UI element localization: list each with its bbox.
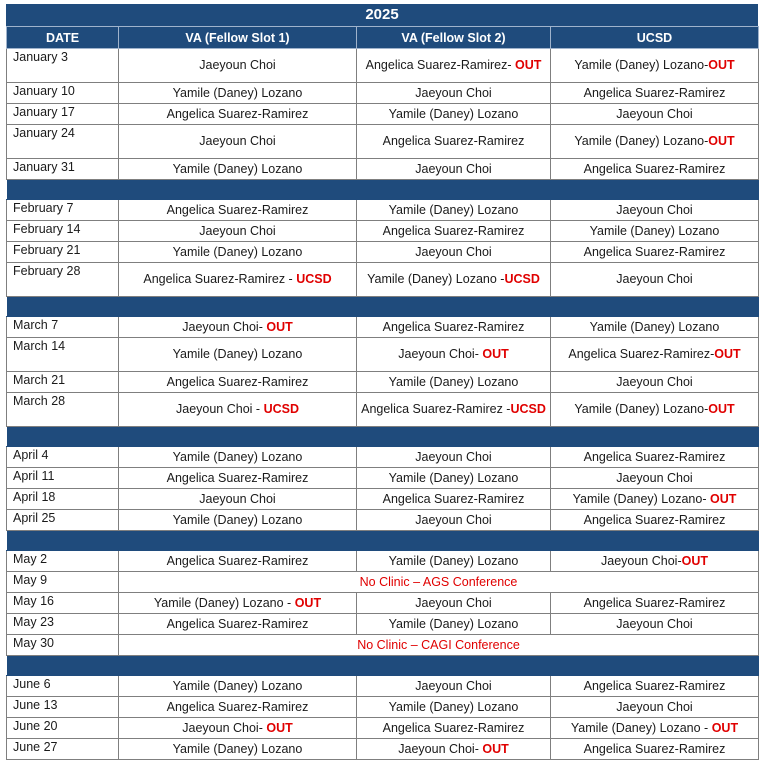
fellow-name: Angelica Suarez-Ramirez: [166, 202, 309, 217]
fellow-name: Jaeyoun Choi: [415, 244, 492, 259]
schedule-table: [6, 26, 759, 760]
fellow-name: Angelica Suarez-Ramirez: [382, 491, 525, 506]
table-row: [7, 317, 759, 338]
date-cell: March 28: [7, 393, 119, 427]
assignment-cell-va-slot-2: [357, 676, 551, 697]
assignment-cell-ucsd: [551, 393, 759, 427]
assignment-cell-va-slot-2: [357, 263, 551, 297]
date-cell: January 31: [7, 159, 119, 180]
assignment-cell-va-slot-2: [357, 489, 551, 510]
fellow-name: Jaeyoun Choi: [415, 512, 492, 527]
table-row: [7, 468, 759, 489]
fellow-name: Yamile (Daney) Lozano-: [574, 134, 709, 148]
fellow-name: Yamile (Daney) Lozano: [589, 319, 720, 334]
fellow-name: Yamile (Daney) Lozano: [172, 161, 303, 176]
fellow-name: Yamile (Daney) Lozano: [172, 449, 303, 464]
assignment-cell-va-slot-2: [357, 104, 551, 125]
status-flag: OUT: [294, 595, 322, 610]
fellow-name: Jaeyoun Choi: [415, 449, 492, 464]
table-row: [7, 697, 759, 718]
status-flag: OUT: [708, 134, 735, 148]
fellow-name: Jaeyoun Choi-: [398, 741, 483, 756]
fellow-name: Jaeyoun Choi-: [398, 347, 483, 361]
table-row: [7, 159, 759, 180]
separator-bar: [7, 180, 759, 200]
fellow-name: Yamile (Daney) Lozano -: [570, 720, 712, 735]
table-row: [7, 221, 759, 242]
month-separator: [7, 297, 759, 317]
date-cell: February 21: [7, 242, 119, 263]
fellow-name: Angelica Suarez-Ramirez: [583, 512, 726, 527]
assignment-cell-va-slot-1: [119, 718, 357, 739]
fellow-name: Angelica Suarez-Ramirez -: [143, 272, 297, 286]
assignment-cell-va-slot-1: [119, 551, 357, 572]
table-row: [7, 393, 759, 427]
table-row: [7, 447, 759, 468]
fellow-name: Jaeyoun Choi-: [182, 720, 267, 735]
assignment-cell-va-slot-1: [119, 393, 357, 427]
assignment-cell-va-slot-2: [357, 317, 551, 338]
assignment-cell-ucsd: [551, 317, 759, 338]
month-separator: [7, 656, 759, 676]
month-separator: [7, 531, 759, 551]
fellow-name: Yamile (Daney) Lozano: [388, 470, 519, 485]
fellow-name: Angelica Suarez-Ramirez: [382, 319, 525, 334]
fellow-name: Yamile (Daney) Lozano-: [574, 402, 709, 416]
date-cell: March 7: [7, 317, 119, 338]
fellow-name: Jaeyoun Choi: [415, 678, 492, 693]
fellow-name: Jaeyoun Choi: [415, 161, 492, 176]
fellow-name: Yamile (Daney) Lozano-: [574, 58, 709, 72]
assignment-cell-va-slot-1: [119, 593, 357, 614]
assignment-cell-va-slot-1: [119, 676, 357, 697]
date-cell: April 4: [7, 447, 119, 468]
assignment-cell-va-slot-2: [357, 468, 551, 489]
fellow-name: Angelica Suarez-Ramirez: [382, 134, 525, 148]
status-flag: OUT: [708, 58, 735, 72]
assignment-cell-va-slot-2: [357, 718, 551, 739]
month-separator: [7, 427, 759, 447]
table-row: [7, 200, 759, 221]
fellow-name: Angelica Suarez-Ramirez: [583, 678, 726, 693]
assignment-cell-ucsd: [551, 221, 759, 242]
date-cell: February 14: [7, 221, 119, 242]
date-cell: March 14: [7, 338, 119, 372]
assignment-cell-va-slot-1: [119, 49, 357, 83]
assignment-cell-va-slot-1: [119, 242, 357, 263]
assignment-cell-ucsd: [551, 263, 759, 297]
fellow-name: Jaeyoun Choi: [616, 616, 693, 631]
date-cell: May 30: [7, 635, 119, 656]
table-row: [7, 510, 759, 531]
assignment-cell-ucsd: [551, 49, 759, 83]
fellow-name: Yamile (Daney) Lozano -: [367, 272, 505, 286]
fellow-name: Angelica Suarez-Ramirez: [166, 106, 309, 121]
fellow-name: Yamile (Daney) Lozano: [172, 347, 303, 361]
status-flag: OUT: [708, 402, 735, 416]
status-flag: UCSD: [263, 402, 299, 416]
fellow-name: Angelica Suarez-Ramirez: [166, 553, 309, 568]
fellow-name: Yamile (Daney) Lozano: [172, 244, 303, 259]
date-cell: April 18: [7, 489, 119, 510]
fellow-name: Jaeyoun Choi: [199, 58, 276, 72]
assignment-cell-ucsd: [551, 83, 759, 104]
schedule-body: [7, 49, 759, 760]
fellow-name: Yamile (Daney) Lozano: [172, 512, 303, 527]
fellow-name: Yamile (Daney) Lozano-: [572, 491, 710, 506]
fellow-name: Angelica Suarez-Ramirez: [382, 720, 525, 735]
date-cell: January 24: [7, 125, 119, 159]
assignment-cell-ucsd: [551, 489, 759, 510]
fellow-name: Jaeyoun Choi: [415, 85, 492, 100]
assignment-cell-ucsd: [551, 159, 759, 180]
assignment-cell-va-slot-1: [119, 83, 357, 104]
table-row: [7, 635, 759, 656]
assignment-cell-ucsd: [551, 676, 759, 697]
assignment-cell-ucsd: [551, 372, 759, 393]
assignment-cell-va-slot-1: [119, 263, 357, 297]
assignment-cell-va-slot-1: [119, 447, 357, 468]
date-cell: January 3: [7, 49, 119, 83]
date-cell: June 13: [7, 697, 119, 718]
fellow-name: Jaeyoun Choi: [616, 699, 693, 714]
col-header-date: DATE: [7, 27, 119, 49]
assignment-cell-va-slot-2: [357, 447, 551, 468]
assignment-cell-ucsd: [551, 447, 759, 468]
assignment-cell-va-slot-1: [119, 510, 357, 531]
assignment-cell-va-slot-1: [119, 739, 357, 760]
date-cell: June 6: [7, 676, 119, 697]
fellow-name: Angelica Suarez-Ramirez -: [361, 402, 511, 416]
assignment-cell-ucsd: [551, 718, 759, 739]
status-flag: UCSD: [504, 272, 540, 286]
assignment-cell-va-slot-2: [357, 593, 551, 614]
status-flag: OUT: [266, 319, 293, 334]
assignment-cell-va-slot-2: [357, 125, 551, 159]
assignment-cell-va-slot-2: [357, 614, 551, 635]
assignment-cell-ucsd: [551, 551, 759, 572]
separator-bar: [7, 297, 759, 317]
fellow-name: Jaeyoun Choi -: [176, 402, 264, 416]
separator-bar: [7, 427, 759, 447]
status-flag: OUT: [681, 553, 708, 568]
date-cell: January 10: [7, 83, 119, 104]
table-row: [7, 489, 759, 510]
table-row: [7, 263, 759, 297]
separator-bar: [7, 656, 759, 676]
table-row: [7, 572, 759, 593]
assignment-cell-va-slot-2: [357, 221, 551, 242]
assignment-cell-ucsd: [551, 510, 759, 531]
assignment-cell-va-slot-1: [119, 697, 357, 718]
table-row: [7, 125, 759, 159]
fellow-name: Angelica Suarez-Ramirez: [583, 161, 726, 176]
fellow-name: Angelica Suarez-Ramirez-: [568, 347, 715, 361]
table-row: [7, 338, 759, 372]
date-cell: June 20: [7, 718, 119, 739]
assignment-cell-va-slot-2: [357, 393, 551, 427]
assignment-cell-va-slot-2: [357, 551, 551, 572]
table-row: [7, 242, 759, 263]
status-flag: OUT: [482, 347, 509, 361]
assignment-cell-va-slot-2: [357, 338, 551, 372]
assignment-cell-ucsd: [551, 104, 759, 125]
assignment-cell-va-slot-1: [119, 317, 357, 338]
col-header-ucsd: UCSD: [551, 27, 759, 49]
date-cell: May 9: [7, 572, 119, 593]
schedule-sheet: [6, 4, 758, 760]
assignment-cell-ucsd: [551, 697, 759, 718]
year-title: 2025: [6, 4, 758, 26]
table-row: [7, 551, 759, 572]
assignment-cell-ucsd: [551, 593, 759, 614]
table-row: [7, 83, 759, 104]
assignment-cell-va-slot-2: [357, 242, 551, 263]
date-cell: March 21: [7, 372, 119, 393]
status-flag: UCSD: [296, 272, 332, 286]
assignment-cell-ucsd: [551, 614, 759, 635]
assignment-cell-va-slot-2: [357, 739, 551, 760]
fellow-name: Yamile (Daney) Lozano -: [153, 595, 295, 610]
fellow-name: Jaeyoun Choi: [199, 223, 276, 238]
table-row: [7, 593, 759, 614]
assignment-cell-va-slot-1: [119, 159, 357, 180]
assignment-cell-va-slot-2: [357, 200, 551, 221]
status-flag: OUT: [482, 741, 509, 756]
assignment-cell-va-slot-1: [119, 614, 357, 635]
date-cell: May 16: [7, 593, 119, 614]
table-row: [7, 614, 759, 635]
fellow-name: Angelica Suarez-Ramirez: [382, 223, 525, 238]
separator-bar: [7, 531, 759, 551]
fellow-name: Yamile (Daney) Lozano: [388, 699, 519, 714]
fellow-name: Angelica Suarez-Ramirez: [166, 699, 309, 714]
fellow-name: Yamile (Daney) Lozano: [388, 106, 519, 121]
date-cell: February 7: [7, 200, 119, 221]
table-row: [7, 49, 759, 83]
assignment-cell-ucsd: [551, 200, 759, 221]
status-flag: OUT: [514, 58, 542, 72]
assignment-cell-va-slot-1: [119, 372, 357, 393]
fellow-name: Yamile (Daney) Lozano: [589, 223, 720, 238]
fellow-name: Angelica Suarez-Ramirez: [166, 616, 309, 631]
col-header-va-slot-2: VA (Fellow Slot 2): [357, 27, 551, 49]
fellow-name: Angelica Suarez-Ramirez: [583, 595, 726, 610]
date-cell: June 27: [7, 739, 119, 760]
status-flag: OUT: [711, 720, 739, 735]
status-flag: UCSD: [510, 402, 546, 416]
assignment-cell-va-slot-1: [119, 104, 357, 125]
fellow-name: Yamile (Daney) Lozano: [388, 553, 519, 568]
fellow-name: Yamile (Daney) Lozano: [172, 678, 303, 693]
table-row: [7, 718, 759, 739]
fellow-name: Angelica Suarez-Ramirez: [583, 85, 726, 100]
date-cell: May 23: [7, 614, 119, 635]
assignment-cell-va-slot-2: [357, 159, 551, 180]
status-flag: OUT: [266, 720, 293, 735]
assignment-cell-ucsd: [551, 242, 759, 263]
fellow-name: Jaeyoun Choi: [616, 202, 693, 217]
month-separator: [7, 180, 759, 200]
fellow-name: Jaeyoun Choi: [616, 272, 693, 286]
fellow-name: Jaeyoun Choi: [199, 134, 276, 148]
assignment-cell-va-slot-2: [357, 49, 551, 83]
assignment-cell-va-slot-2: [357, 697, 551, 718]
fellow-name: Angelica Suarez-Ramirez: [583, 244, 726, 259]
fellow-name: Yamile (Daney) Lozano: [388, 202, 519, 217]
assignment-cell-va-slot-1: [119, 200, 357, 221]
fellow-name: Jaeyoun Choi: [415, 595, 492, 610]
fellow-name: Jaeyoun Choi: [616, 106, 693, 121]
assignment-cell-va-slot-2: [357, 510, 551, 531]
table-row: [7, 676, 759, 697]
table-row: [7, 104, 759, 125]
fellow-name: Jaeyoun Choi: [199, 491, 276, 506]
assignment-cell-ucsd: [551, 468, 759, 489]
table-row: [7, 372, 759, 393]
assignment-cell-va-slot-2: [357, 372, 551, 393]
assignment-cell-va-slot-1: [119, 489, 357, 510]
fellow-name: Jaeyoun Choi-: [182, 319, 267, 334]
date-cell: January 17: [7, 104, 119, 125]
table-row: [7, 739, 759, 760]
fellow-name: Yamile (Daney) Lozano: [172, 741, 303, 756]
date-cell: February 28: [7, 263, 119, 297]
fellow-name: Angelica Suarez-Ramirez-: [365, 58, 515, 72]
assignment-cell-va-slot-1: [119, 221, 357, 242]
assignment-cell-ucsd: [551, 338, 759, 372]
no-clinic-cell: No Clinic – CAGI Conference: [119, 635, 759, 656]
date-cell: April 25: [7, 510, 119, 531]
assignment-cell-va-slot-1: [119, 468, 357, 489]
assignment-cell-ucsd: [551, 125, 759, 159]
fellow-name: Yamile (Daney) Lozano: [388, 374, 519, 389]
col-header-va-slot-1: VA (Fellow Slot 1): [119, 27, 357, 49]
fellow-name: Angelica Suarez-Ramirez: [166, 470, 309, 485]
fellow-name: Yamile (Daney) Lozano: [172, 85, 303, 100]
fellow-name: Jaeyoun Choi: [616, 470, 693, 485]
status-flag: OUT: [714, 347, 741, 361]
fellow-name: Angelica Suarez-Ramirez: [583, 741, 726, 756]
date-cell: May 2: [7, 551, 119, 572]
date-cell: April 11: [7, 468, 119, 489]
fellow-name: Jaeyoun Choi: [616, 374, 693, 389]
assignment-cell-va-slot-1: [119, 125, 357, 159]
assignment-cell-va-slot-1: [119, 338, 357, 372]
assignment-cell-va-slot-2: [357, 83, 551, 104]
assignment-cell-ucsd: [551, 739, 759, 760]
fellow-name: Angelica Suarez-Ramirez: [583, 449, 726, 464]
fellow-name: Yamile (Daney) Lozano: [388, 616, 519, 631]
header-row: [7, 27, 759, 49]
fellow-name: Angelica Suarez-Ramirez: [166, 374, 309, 389]
fellow-name: Jaeyoun Choi-: [601, 553, 682, 568]
status-flag: OUT: [709, 491, 737, 506]
no-clinic-cell: No Clinic – AGS Conference: [119, 572, 759, 593]
